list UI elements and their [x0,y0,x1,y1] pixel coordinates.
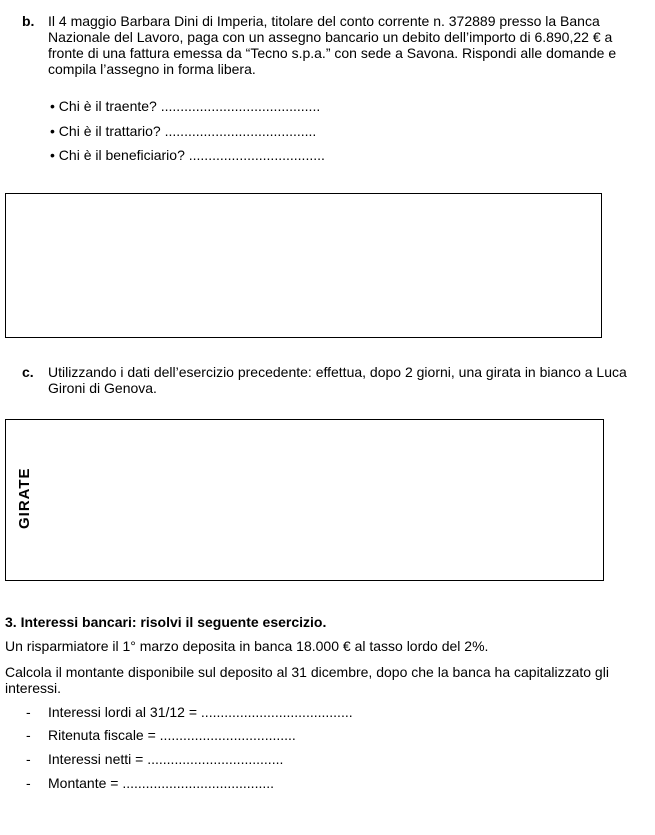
answer-line[interactable]: ......................................... [160,98,321,114]
section-c-label: c. [22,364,34,380]
girate-label: GIRATE [16,467,33,529]
answer-line[interactable]: ................................... [188,147,325,163]
item-interessi-lordi: - Interessi lordi al 31/12 = ....................................... [26,704,353,720]
cheque-box[interactable] [5,193,602,338]
section-b-label: b. [22,13,35,29]
section-b-text: Il 4 maggio Barbara Dini di Imperia, titolare del conto corrente n. 372889 presso la Banca Nazionale del Lavoro, paga con un assegno bancario un debito dell’importo di 6.890,22 € a fronte di una fattura emessa da “Tecno s.p.a.” con sede a Savona. Rispondi alle domande e compila l’assegno in forma libera. [48,13,617,77]
item-interessi-netti: - Interessi netti = ................................... [26,751,284,767]
answer-line[interactable]: ................................... [159,727,296,743]
question-trattario: • Chi è il trattario? ....................................... [50,123,317,139]
item-montante: - Montante = ....................................... [26,775,275,791]
section-c-text: Utilizzando i dati dell’esercizio precedente: effettua, dopo 2 giorni, una girata in bianco a Luca Gironi di Genova. [48,364,627,396]
answer-line[interactable]: ................................... [147,751,284,767]
section-3-line1: Un risparmiatore il 1° marzo deposita in banca 18.000 € al tasso lordo del 2%. [5,638,489,654]
answer-line[interactable]: ....................................... [122,775,275,791]
section-3-line2: Calcola il montante disponibile sul deposito al 31 dicembre, dopo che la banca ha capitalizzato gli interessi. [5,664,609,696]
question-traente: • Chi è il traente? ......................................... [50,98,321,114]
girate-box[interactable] [5,419,604,581]
section-3-title: 3. Interessi bancari: risolvi il seguente esercizio. [5,614,327,630]
item-ritenuta-fiscale: - Ritenuta fiscale = ................................... [26,727,296,743]
answer-line[interactable]: ....................................... [164,123,317,139]
answer-line[interactable]: ....................................... [200,704,353,720]
question-beneficiario: • Chi è il beneficiario? ................................... [50,147,325,163]
